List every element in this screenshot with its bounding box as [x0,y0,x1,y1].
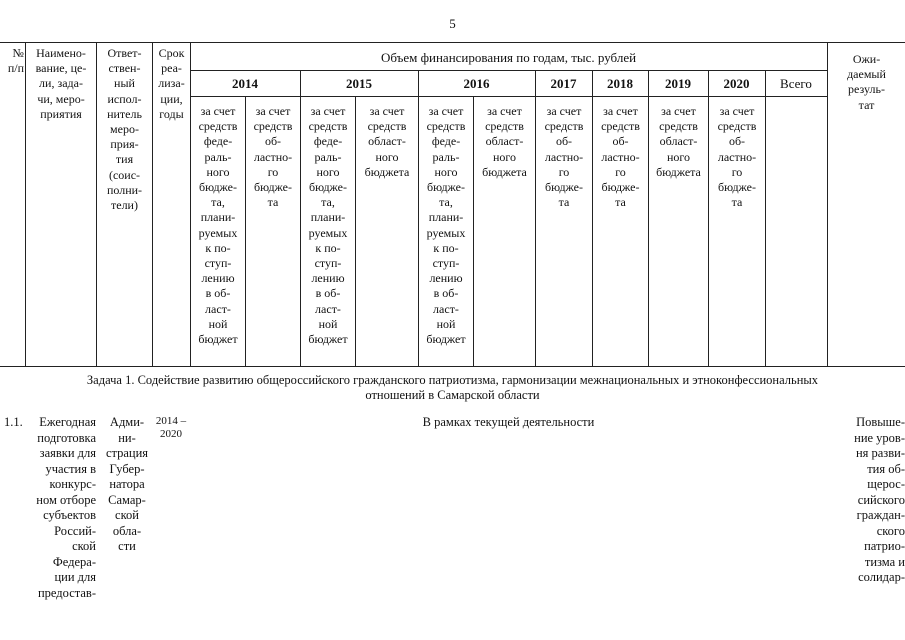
row-funding: В рамках текущей деятельности [422,415,595,429]
sub-2019-regional: за счет средств област- ного бюджета [656,104,701,179]
sub-2020-regional: за счет средств об- ластно- го бюдже- та [717,104,757,210]
page-number: 5 [449,16,456,31]
sub-2014-federal: за счет средств феде- раль- ного бюдже- та, плани- руемых к по- ступ- лению в об- ласт- ной бюджет [198,104,238,347]
year-2016: 2016 [463,76,490,91]
year-total: Всего [780,76,812,91]
table-top-border [0,42,905,43]
year-2020: 2020 [723,76,750,91]
header-funding: Объем финансирования по годам, тыс. рублей [380,50,637,65]
sub-2016-regional: за счет средств област- ного бюджета [482,104,527,179]
row-term: 2014 – 2020 [155,415,187,440]
sub-2017-regional: за счет средств об- ластно- го бюдже- та [544,104,584,210]
year-row-divider [190,96,827,97]
year-2017: 2017 [550,76,577,91]
row-result: Повыше- ние уров- ня разви- тия об- щерос- сийского граждан- ского патрио- тизма и солидар- [854,415,905,584]
table-bottom-border [0,366,905,367]
row-number: 1.1. [4,415,23,429]
col-divider [765,70,766,366]
header-name: Наимено- вание, це- ли, зада- чи, меро- приятия [35,46,87,121]
sub-2016-federal: за счет средств феде- раль- ного бюдже- та, плани- руемых к по- ступ- лению в об- ласт- ной бюджет [426,104,466,347]
sub-2015-regional: за счет средств област- ного бюджета [364,104,410,179]
row-responsible: Адми- ни- страция Губер- натора Самар- ской обла- сти [105,415,149,553]
header-num: № п/п [7,46,24,76]
sub-2018-regional: за счет средств об- ластно- го бюдже- та [601,104,640,210]
year-2019: 2019 [665,76,691,91]
funding-title-divider [190,70,827,71]
header-result: Ожи- даемый резуль- тат [847,52,886,112]
year-2014: 2014 [232,76,258,91]
sub-2015-federal: за счет средств феде- раль- ного бюдже- та, плани- руемых к по- ступ- лению в об- ласт- ной бюджет [308,104,348,347]
header-term: Срок реа- лиза- ции, годы [158,46,185,121]
task-title: Задача 1. Содействие развитию общероссийского гражданского патриотизма, гармонизации межнациональных и этноконфессиональных отношений в Самарской области [86,373,819,402]
row-name: Ежегодная подготовка заявки для участия в конкурс- ном отборе субъектов Россий- ской Федера- ции для предостав- [36,415,96,600]
year-2018: 2018 [607,76,633,91]
header-responsible: Ответ- ствен- ный испол- нитель меро- прия- тия (соис- полни- тели) [106,46,143,213]
sub-2014-regional: за счет средств об- ластно- го бюдже- та [253,104,293,210]
year-2015: 2015 [346,76,372,91]
